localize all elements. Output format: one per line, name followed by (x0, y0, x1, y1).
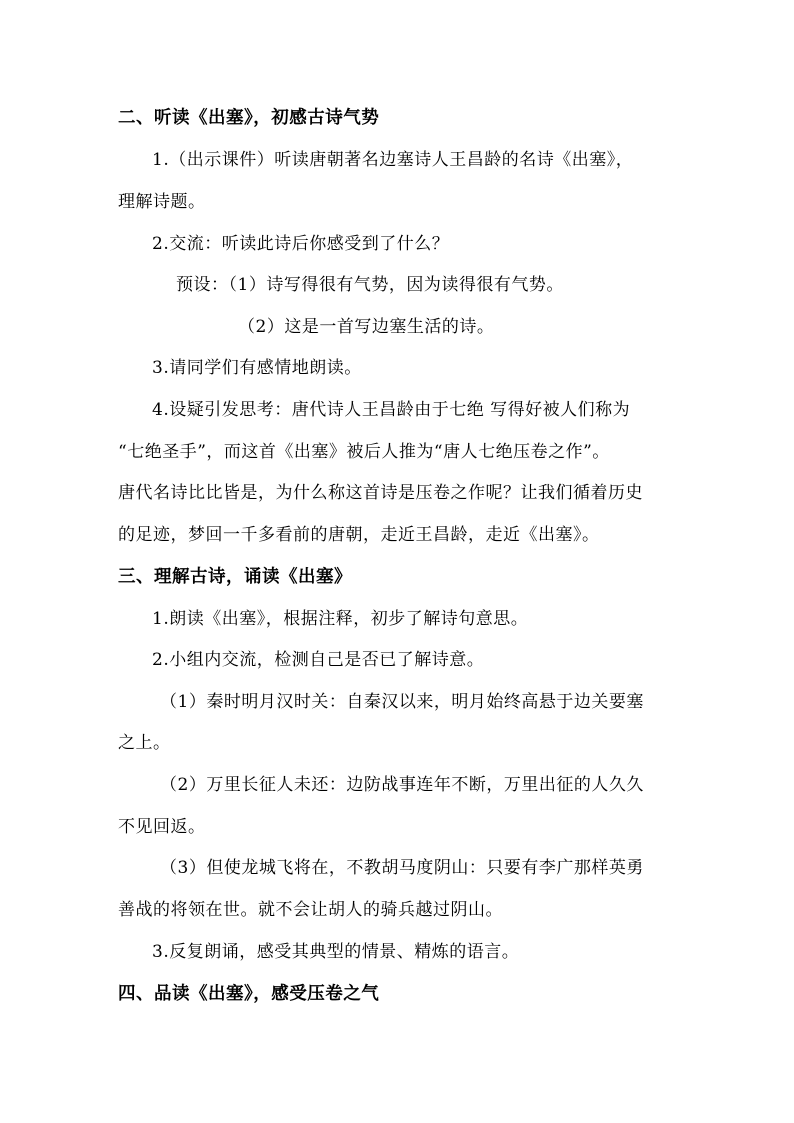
section-2-item-1-line-2: 理解诗题。 (118, 192, 206, 212)
section-2-item-3: 3.请同学们有感情地朗读。 (152, 358, 362, 378)
section-3-heading: 三、理解古诗，诵读《出塞》 (118, 567, 352, 587)
section-3-sub-3-line-2: 善战的将领在世。就不会让胡人的骑兵越过阴山。 (118, 900, 503, 920)
section-2-item-4-line-2: “七绝圣手”，而这首《出塞》被后人推为“唐人七绝压卷之作”。 (118, 442, 610, 462)
section-3-item-3: 3.反复朗诵，感受其典型的情景、精炼的语言。 (152, 942, 520, 962)
section-2-preset-2: （2）这是一首写边塞生活的诗。 (238, 317, 495, 337)
section-4-heading: 四、品读《出塞》，感受压卷之气 (118, 984, 380, 1004)
section-2-item-1-line-1: 1.（出示课件）听读唐朝著名边塞诗人王昌龄的名诗《出塞》， (152, 150, 634, 170)
section-3-sub-2-line-1: （2）万里长征人未还：边防战事连年不断，万里出征的人久久 (160, 775, 644, 795)
section-2-item-4-line-4: 的足迹，梦回一千多看前的唐朝，走近王昌龄，走近《出塞》。 (118, 525, 600, 545)
section-3-sub-2-line-2: 不见回返。 (118, 817, 206, 837)
section-3-sub-1-line-1: （1）秦时明月汉时关：自秦汉以来，明月始终高悬于边关要塞 (160, 692, 644, 712)
section-3-item-2: 2.小组内交流，检测自己是否已了解诗意。 (152, 650, 485, 670)
section-2-item-2: 2.交流：听读此诗后你感受到了什么？ (152, 234, 450, 254)
section-2-preset-1: 预设：（1）诗写得很有气势，因为读得很有气势。 (176, 275, 564, 295)
section-3-item-1: 1.朗读《出塞》，根据注释，初步了解诗句意思。 (152, 609, 529, 629)
section-3-sub-3-line-1: （3）但使龙城飞将在，不教胡马度阴山：只要有李广那样英勇 (160, 858, 644, 878)
section-2-item-4-line-1: 4.设疑引发思考：唐代诗人王昌龄由于七绝 写得好被人们称为 (152, 400, 631, 420)
section-3-sub-1-line-2: 之上。 (118, 733, 171, 753)
section-2-item-4-line-3: 唐代名诗比比皆是，为什么称这首诗是压卷之作呢？让我们循着历史 (118, 483, 643, 503)
section-2-heading: 二、听读《出塞》，初感古诗气势 (118, 108, 380, 128)
